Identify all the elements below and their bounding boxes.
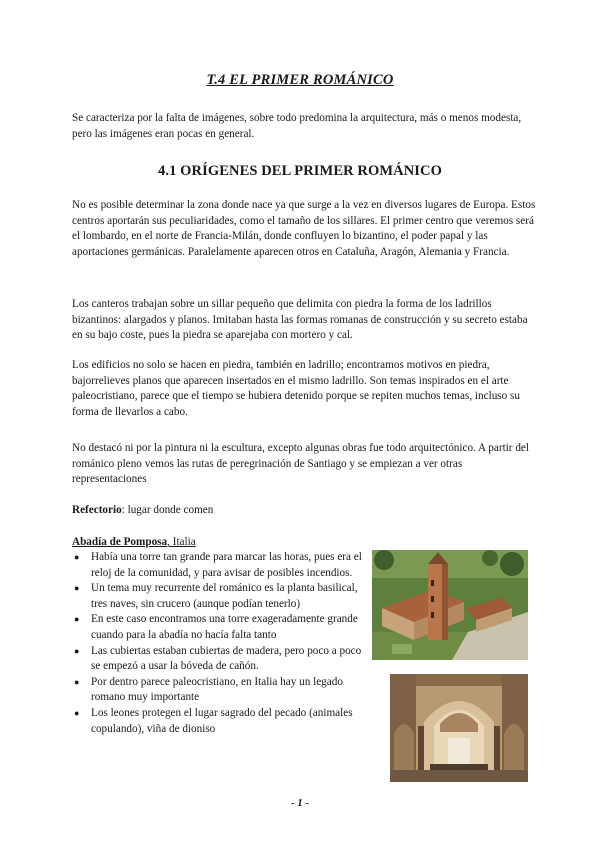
abbey-interior-photo: [390, 674, 528, 782]
buildings-paragraph: Los edificios no solo se hacen en piedra, también en ladrillo; encontramos motivos en piedra, bajorrelieves planos que aparecen insertados en el mismo ladrillo. Son temas inspirados en el arte paleocristiano, parece que el tiempo se hubiera detenido porque se repiten muchos temas, incluso su forma de llevarlos a cabo.: [72, 359, 520, 418]
section-heading: 4.1 ORÍGENES DEL PRIMER ROMÁNICO: [158, 163, 442, 179]
subheading-name: Abadía de Pomposa: [72, 536, 168, 548]
architecture-paragraph: No destacó ni por la pintura ni la escultura, excepto algunas obras fue todo arquitectónico. A partir del románico pleno vemos las rutas de peregrinación de Santiago y se empiezan a ver otras representaciones: [72, 442, 529, 486]
definition-text: : lugar donde comen: [121, 504, 214, 516]
stonemasons-paragraph: Los canteros trabajan sobre un sillar pequeño que delimita con piedra la forma de los ladrillos bizantinos: alargados y planos. Imitaban hasta las formas romanas de construcción y su secreto estaba en su bajo coste, pues la piedra se aparejaba con mortero y cal.: [72, 298, 528, 342]
definition-line: [72, 503, 537, 519]
list-item: ● Un tema muy recurrente del románico es la planta basilical, tres naves, sin crucero (aunque podían tenerlo): [72, 581, 372, 612]
list-item: ● Por dentro parece paleocristiano, en Italia hay un legado romano muy importante: [72, 675, 372, 706]
intro-paragraph: Se caracteriza por la falta de imágenes, sobre todo predomina la arquitectura, más o menos modesta, pero las imágenes eran pocas en general.: [72, 112, 522, 140]
abbey-aerial-photo: [372, 550, 528, 660]
page-number: - 1 -: [290, 797, 310, 809]
subheading-place: , Italia: [167, 536, 196, 548]
bullet-list: [72, 550, 372, 737]
list-item: ● Había una torre tan grande para marcar las horas, pues era el reloj de la comunidad, y para avisar de posibles incendios.: [72, 550, 372, 581]
subheading-line: [72, 535, 537, 551]
list-item: ● Los leones protegen el lugar sagrado del pecado (animales copulando), viña de dioniso: [72, 706, 372, 737]
list-item: ● Las cubiertas estaban cubiertas de madera, pero poco a poco se empezó a usar la bóveda de cañón.: [72, 644, 372, 675]
definition-term: Refectorio: [72, 504, 122, 516]
page-title: T.4 EL PRIMER ROMÁNICO: [206, 72, 394, 88]
origins-paragraph: No es posible determinar la zona donde nace ya que surge a la vez en diversos lugares de Europa. Estos centros aportarán sus peculiaridades, como el tamaño de los sillares. El primer centro que veremos será el lombardo, en el norte de Francia-Milán, donde confluyen lo bizantino, el poder papal y las aportaciones germánicas. Paralelamente aparecen otros en Cataluña, Aragón, Alemania y Francia.: [72, 199, 536, 258]
list-item: ● En este caso encontramos una torre exageradamente grande cuando para la abadía no hacía falta tanto: [72, 612, 372, 643]
